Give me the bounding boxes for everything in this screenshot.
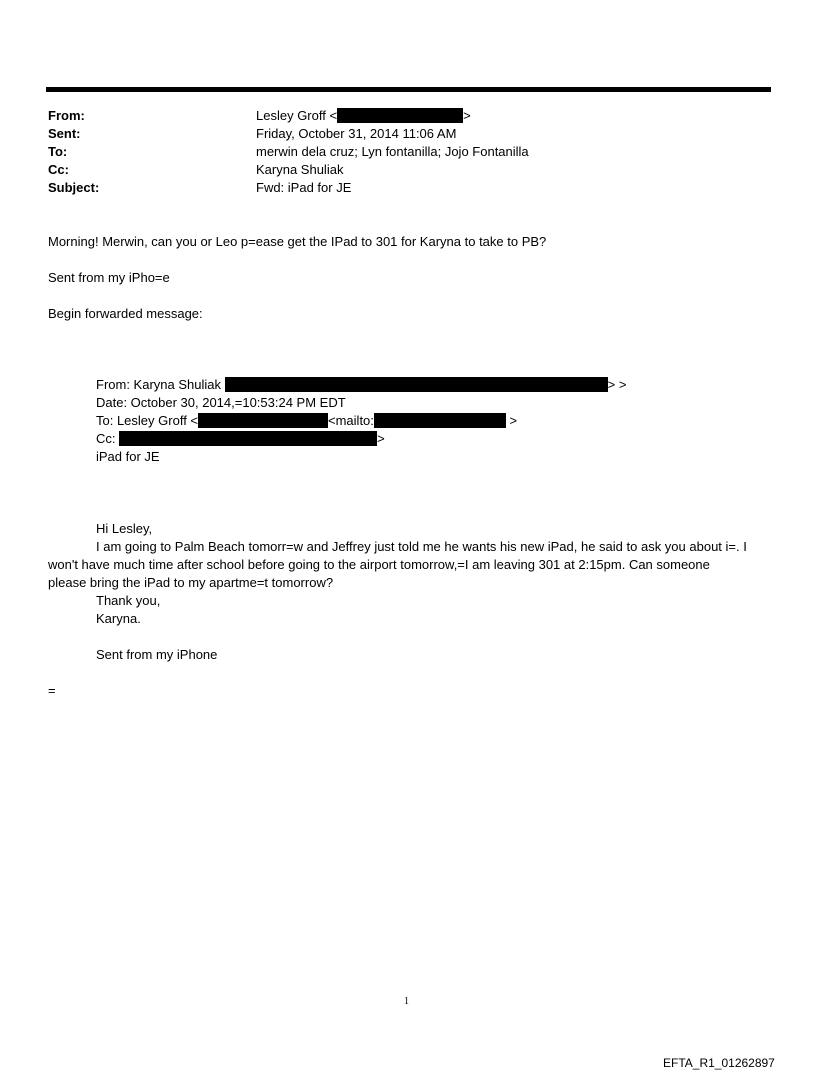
body-line-3: Begin forwarded message: — [48, 306, 203, 321]
fwd-para-line-2: won't have much time after school before going to the airport tomorrow,=I am leaving 301 at 2:15pm. Can someone — [48, 557, 710, 572]
page-number: 1 — [404, 996, 409, 1007]
fwd-from-bracket: > > — [607, 377, 627, 392]
fwd-para-line-1: I am going to Palm Beach tomorr=w and Jeffrey just told me he wants his new iPad, he said to ask you about i=. I — [96, 539, 747, 554]
fwd-subject: iPad for JE — [96, 449, 160, 464]
to-value: merwin dela cruz; Lyn fontanilla; Jojo Fontanilla — [256, 144, 529, 159]
redaction-block — [225, 377, 608, 392]
redaction-block — [198, 413, 328, 428]
sent-label: Sent: — [48, 126, 81, 141]
subject-value: Fwd: iPad for JE — [256, 180, 352, 195]
fwd-from — [96, 376, 626, 394]
redaction-block — [119, 431, 377, 446]
fwd-name: Karyna. — [96, 611, 141, 626]
fwd-to-mailto: <mailto: — [328, 413, 374, 428]
fwd-signature: Sent from my iPhone — [96, 647, 218, 662]
fwd-greeting: Hi Lesley, — [96, 521, 153, 536]
body-line-1: Morning! Merwin, can you or Leo p=ease get the IPad to 301 for Karyna to take to PB? — [48, 234, 547, 249]
fwd-from-name: From: Karyna Shuliak — [96, 377, 221, 392]
cc-label: Cc: — [48, 162, 69, 177]
from-bracket: > — [463, 108, 471, 123]
to-label: To: — [48, 144, 68, 159]
subject-label: Subject: — [48, 180, 100, 195]
fwd-thanks: Thank you, — [96, 593, 161, 608]
fwd-cc — [96, 430, 385, 448]
from-name: Lesley Groff < — [256, 108, 338, 123]
cc-value: Karyna Shuliak — [256, 162, 344, 177]
fwd-trailer: = — [48, 683, 56, 698]
header-rule — [46, 87, 771, 92]
fwd-para-line-3: please bring the iPad to my apartme=t tomorrow? — [48, 575, 334, 590]
redaction-block — [337, 108, 463, 123]
redaction-block — [374, 413, 506, 428]
fwd-date: Date: October 30, 2014,=10:53:24 PM EDT — [96, 395, 346, 410]
from-label: From: — [48, 108, 85, 123]
fwd-cc-bracket: > — [377, 431, 385, 446]
fwd-to-name: To: Lesley Groff < — [96, 413, 199, 428]
body-line-2: Sent from my iPho=e — [48, 270, 170, 285]
fwd-to — [96, 412, 517, 430]
from-value — [256, 107, 471, 125]
fwd-to-bracket: > — [509, 413, 518, 428]
document-id: EFTA_R1_01262897 — [663, 1056, 775, 1070]
fwd-cc-label: Cc: — [96, 431, 116, 446]
sent-value: Friday, October 31, 2014 11:06 AM — [256, 126, 457, 141]
